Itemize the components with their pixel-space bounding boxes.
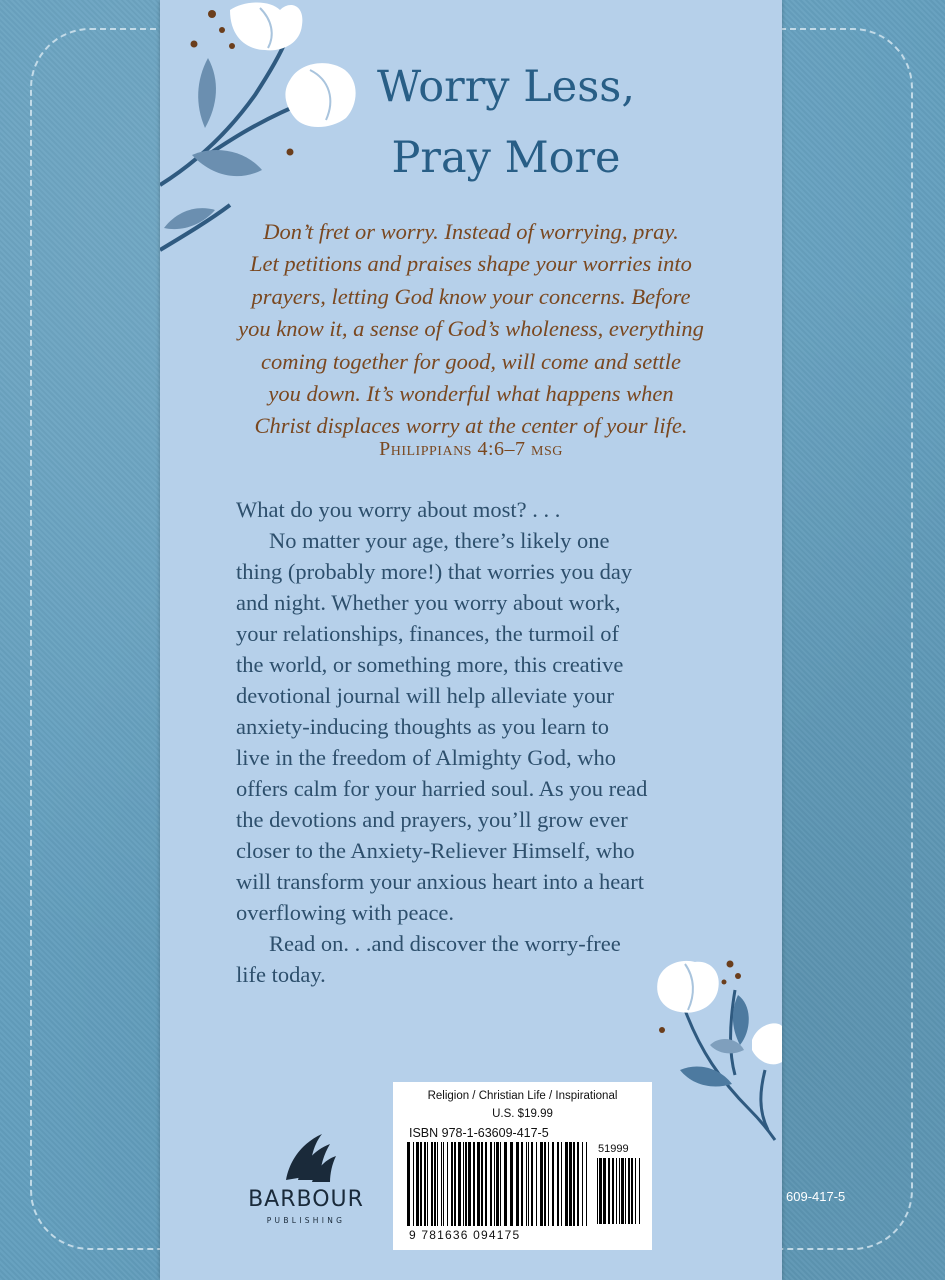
quote-line: coming together for good, will come and settle — [261, 348, 681, 374]
body-line: anxiety-inducing thoughts as you learn to — [236, 714, 610, 739]
barcode-bar — [616, 1158, 617, 1224]
barcode-bar — [565, 1142, 568, 1226]
barcode-bar — [427, 1142, 428, 1226]
barcode-bar — [416, 1142, 419, 1226]
barcode-addon-icon — [597, 1158, 643, 1228]
body-line: devotional journal will help alleviate your — [236, 683, 615, 708]
barcode-bar — [407, 1142, 410, 1226]
body-line: the devotions and prayers, you’ll grow ever — [236, 807, 628, 832]
barcode-bar — [465, 1142, 467, 1226]
barcode-bar — [526, 1142, 527, 1226]
body-line: life today. — [236, 962, 326, 987]
barcode-ean-digits: 9 781636 094175 — [409, 1228, 521, 1242]
barcode-bar — [548, 1142, 549, 1226]
barcode-bar — [494, 1142, 495, 1226]
body-line: overflowing with peace. — [236, 900, 455, 925]
barcode-bar — [597, 1158, 598, 1224]
barcode-bar — [473, 1142, 475, 1226]
scripture-reference: Philippians 4:6–7 msg — [379, 438, 563, 460]
barcode-bar — [635, 1158, 636, 1224]
barcode-bar — [454, 1142, 456, 1226]
quote-line: Don’t fret or worry. Instead of worrying, pray. — [263, 219, 679, 244]
barcode-bar — [468, 1142, 471, 1226]
body-line: will transform your anxious heart into a heart — [236, 869, 645, 894]
body-line: offers calm for your harried soul. As you read — [236, 776, 648, 801]
barcode-bar — [625, 1158, 626, 1224]
body-line: your relationships, finances, the turmoil of — [236, 621, 620, 646]
publisher-subname: PUBLISHING — [266, 1216, 346, 1225]
body-line: closer to the Anxiety-Reliever Himself, who — [236, 838, 635, 863]
publisher-name: BARBOUR — [248, 1187, 364, 1212]
barcode-bar — [621, 1158, 624, 1224]
barcode-bar — [477, 1142, 480, 1226]
barcode-bar — [443, 1142, 444, 1226]
barcode-bar — [516, 1142, 519, 1226]
barbour-book-logo-icon — [280, 1128, 340, 1184]
barcode-bar — [612, 1158, 614, 1224]
barcode-bar — [552, 1142, 554, 1226]
title-line: Worry Less, — [376, 62, 636, 112]
barcode-bar — [531, 1142, 533, 1226]
barcode-price: U.S. $19.99 — [492, 1108, 553, 1120]
barcode-bar — [490, 1142, 492, 1226]
barcode-bar — [573, 1142, 575, 1226]
quote-line: you know it, a sense of God’s wholeness, everything — [238, 316, 704, 342]
barcode-bar — [586, 1142, 587, 1226]
barcode-bar — [500, 1142, 501, 1226]
barcode-bar — [420, 1142, 422, 1226]
quote-line: you down. It’s wonderful what happens when — [268, 381, 674, 407]
book-title — [230, 52, 852, 194]
barcode-bar — [451, 1142, 453, 1226]
body-line: and night. Whether you worry about work, — [236, 590, 621, 615]
body-line: thing (probably more!) that worries you day — [236, 559, 633, 584]
barcode-bar — [603, 1158, 606, 1224]
barcode-bar — [619, 1158, 620, 1224]
barcode-bar — [424, 1142, 426, 1226]
spine-isbn-fragment: 609-417-5 — [786, 1189, 846, 1204]
barcode-bar — [413, 1142, 414, 1226]
barcode-bar — [582, 1142, 583, 1226]
barcode-bar — [577, 1142, 579, 1226]
barcode-bar — [631, 1158, 633, 1224]
barcode-bar — [536, 1142, 537, 1226]
barcode-bar — [521, 1142, 523, 1226]
barcode-bar — [485, 1142, 487, 1226]
barcode-bar — [463, 1142, 464, 1226]
barcode-bar — [431, 1142, 433, 1226]
barcode-category: Religion / Christian Life / Inspirational — [427, 1090, 618, 1102]
barcode-bar — [504, 1142, 507, 1226]
body-line: No matter your age, there’s likely one — [269, 528, 610, 553]
barcode-bar — [437, 1142, 438, 1226]
barcode-bar — [599, 1158, 602, 1224]
barcode-isbn: ISBN 978-1-63609-417-5 — [409, 1126, 549, 1140]
barcode-bar — [447, 1142, 448, 1226]
barcode-main-icon — [407, 1142, 591, 1230]
barcode-bar — [441, 1142, 442, 1226]
barcode-bar — [628, 1158, 630, 1224]
barcode-bar — [481, 1142, 483, 1226]
barcode-bar — [496, 1142, 499, 1226]
barcode-bar — [510, 1142, 513, 1226]
barcode-bar — [608, 1158, 610, 1224]
barcode-bar — [528, 1142, 529, 1226]
body-line: the world, or something more, this creative — [236, 652, 624, 677]
barcode-bar — [569, 1142, 572, 1226]
barcode-bar — [639, 1158, 640, 1224]
quote-line: Christ displaces worry at the center of your life. — [254, 413, 688, 439]
quote-line: prayers, letting God know your concerns. Before — [251, 283, 691, 309]
body-line: Read on. . .and discover the worry-free — [269, 931, 621, 956]
barcode-bar — [557, 1142, 559, 1226]
body-line: What do you worry about most? . . . — [236, 497, 561, 522]
title-line: Pray More — [391, 133, 621, 183]
barcode-bar — [540, 1142, 543, 1226]
barcode-price-code: 51999 — [598, 1143, 629, 1155]
body-line: live in the freedom of Almighty God, who — [236, 745, 616, 770]
barcode-bar — [544, 1142, 546, 1226]
barcode-bar — [458, 1142, 461, 1226]
barcode-label — [393, 1082, 652, 1250]
barcode-bar — [434, 1142, 436, 1226]
scripture-quote — [226, 216, 716, 443]
description-text — [236, 494, 736, 990]
barcode-bar — [561, 1142, 562, 1226]
quote-line: Let petitions and praises shape your worries into — [250, 251, 692, 277]
